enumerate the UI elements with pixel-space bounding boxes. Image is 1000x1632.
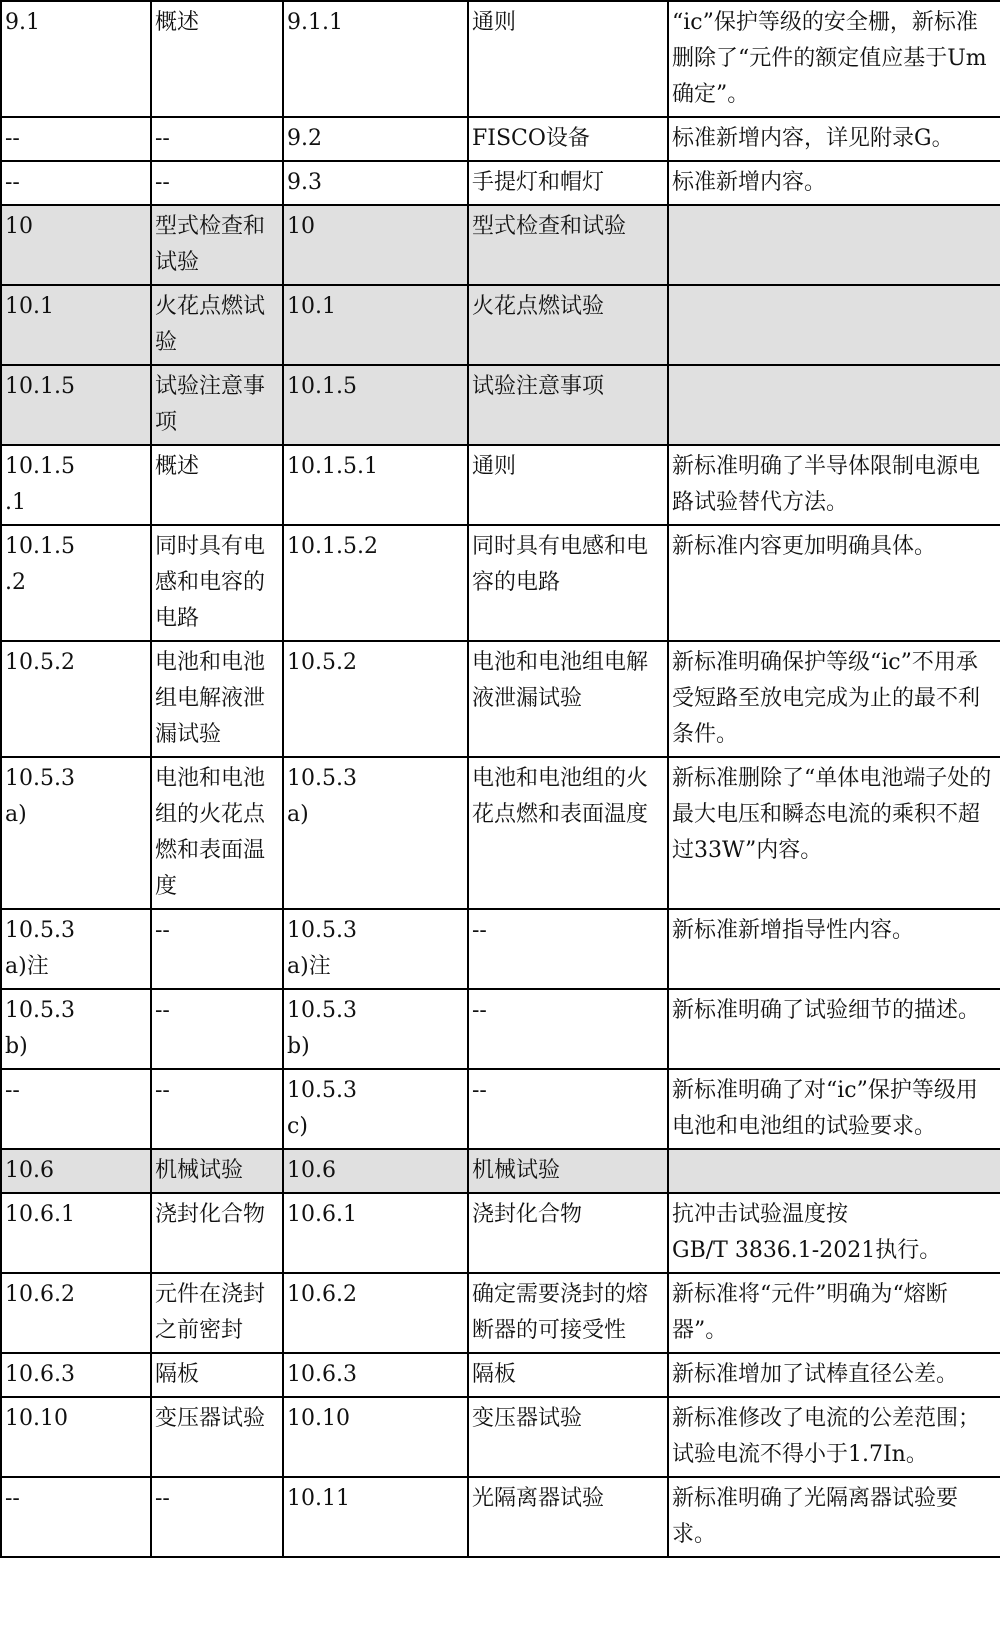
table-row [1, 1149, 1000, 1193]
old-clause-number-cell: 10.1.5 [1, 365, 151, 445]
new-clause-title-cell: 同时具有电感和电容的电路 [468, 525, 668, 641]
new-clause-title-cell: 试验注意事项 [468, 365, 668, 445]
table-row [1, 445, 1000, 525]
old-clause-title-cell: 变压器试验 [151, 1397, 283, 1477]
change-description-cell [668, 1149, 1000, 1193]
new-clause-title-cell: 变压器试验 [468, 1397, 668, 1477]
old-clause-title-cell: -- [151, 161, 283, 205]
old-clause-title-cell: 机械试验 [151, 1149, 283, 1193]
change-description-cell: 新标准增加了试棒直径公差。 [668, 1353, 1000, 1397]
old-clause-number-cell: 10.1 [1, 285, 151, 365]
old-clause-number-cell: 10.5.3 a) [1, 757, 151, 909]
new-clause-number-cell: 10.1.5.1 [283, 445, 468, 525]
old-clause-title-cell: 火花点燃试验 [151, 285, 283, 365]
new-clause-title-cell: 通则 [468, 445, 668, 525]
old-clause-title-cell: 隔板 [151, 1353, 283, 1397]
new-clause-title-cell: 电池和电池组的火花点燃和表面温度 [468, 757, 668, 909]
new-clause-number-cell: 10.6.1 [283, 1193, 468, 1273]
new-clause-number-cell: 10.5.3 a)注 [283, 909, 468, 989]
old-clause-title-cell: 概述 [151, 1, 283, 117]
new-clause-title-cell: 火花点燃试验 [468, 285, 668, 365]
old-clause-title-cell: 浇封化合物 [151, 1193, 283, 1273]
new-clause-number-cell: 10.11 [283, 1477, 468, 1557]
new-clause-title-cell: FISCO设备 [468, 117, 668, 161]
table-row [1, 1, 1000, 117]
old-clause-number-cell: 10.6.1 [1, 1193, 151, 1273]
table-row [1, 909, 1000, 989]
new-clause-number-cell: 10.5.3 a) [283, 757, 468, 909]
change-description-cell [668, 285, 1000, 365]
old-clause-title-cell: -- [151, 1069, 283, 1149]
new-clause-title-cell: 通则 [468, 1, 668, 117]
old-clause-number-cell: 10.6 [1, 1149, 151, 1193]
old-clause-title-cell: 同时具有电感和电容的电路 [151, 525, 283, 641]
old-clause-number-cell: 10.5.3 b) [1, 989, 151, 1069]
new-clause-title-cell: -- [468, 989, 668, 1069]
old-clause-number-cell: 10 [1, 205, 151, 285]
table-row [1, 117, 1000, 161]
table-row [1, 1477, 1000, 1557]
new-clause-number-cell: 9.3 [283, 161, 468, 205]
table-row [1, 205, 1000, 285]
new-clause-number-cell: 10.1.5 [283, 365, 468, 445]
table-body [1, 1, 1000, 1557]
new-clause-number-cell: 10.5.3 c) [283, 1069, 468, 1149]
new-clause-title-cell: 机械试验 [468, 1149, 668, 1193]
new-clause-number-cell: 10 [283, 205, 468, 285]
table-row [1, 641, 1000, 757]
new-clause-title-cell: -- [468, 1069, 668, 1149]
new-clause-number-cell: 10.10 [283, 1397, 468, 1477]
new-clause-title-cell: 隔板 [468, 1353, 668, 1397]
old-clause-number-cell: -- [1, 1477, 151, 1557]
new-clause-title-cell: -- [468, 909, 668, 989]
old-clause-number-cell: 10.1.5 .2 [1, 525, 151, 641]
change-description-cell: 标准新增内容。 [668, 161, 1000, 205]
old-clause-number-cell: 10.6.2 [1, 1273, 151, 1353]
old-clause-title-cell: 电池和电池组的火花点燃和表面温度 [151, 757, 283, 909]
old-clause-title-cell: -- [151, 909, 283, 989]
new-clause-number-cell: 10.5.2 [283, 641, 468, 757]
new-clause-number-cell: 9.1.1 [283, 1, 468, 117]
new-clause-number-cell: 9.2 [283, 117, 468, 161]
old-clause-number-cell: 10.1.5 .1 [1, 445, 151, 525]
old-clause-title-cell: -- [151, 989, 283, 1069]
new-clause-title-cell: 型式检查和试验 [468, 205, 668, 285]
new-clause-title-cell: 手提灯和帽灯 [468, 161, 668, 205]
old-clause-title-cell: 型式检查和试验 [151, 205, 283, 285]
table-row [1, 1193, 1000, 1273]
table-row [1, 161, 1000, 205]
change-description-cell: 新标准明确了对“ic”保护等级用电池和电池组的试验要求。 [668, 1069, 1000, 1149]
table-row [1, 757, 1000, 909]
old-clause-title-cell: 试验注意事项 [151, 365, 283, 445]
change-description-cell: 新标准明确了半导体限制电源电路试验替代方法。 [668, 445, 1000, 525]
change-description-cell: 新标准内容更加明确具体。 [668, 525, 1000, 641]
new-clause-number-cell: 10.5.3 b) [283, 989, 468, 1069]
change-description-cell: 新标准新增指导性内容。 [668, 909, 1000, 989]
table-row [1, 365, 1000, 445]
old-clause-number-cell: 10.5.2 [1, 641, 151, 757]
change-description-cell: “ic”保护等级的安全栅，新标准删除了“元件的额定值应基于Um确定”。 [668, 1, 1000, 117]
old-clause-number-cell: 10.5.3 a)注 [1, 909, 151, 989]
change-description-cell: 新标准删除了“单体电池端子处的最大电压和瞬态电流的乘积不超过33W”内容。 [668, 757, 1000, 909]
change-description-cell: 标准新增内容，详见附录G。 [668, 117, 1000, 161]
old-clause-number-cell: -- [1, 1069, 151, 1149]
new-clause-number-cell: 10.6.3 [283, 1353, 468, 1397]
change-description-cell: 新标准明确了光隔离器试验要求。 [668, 1477, 1000, 1557]
table-row [1, 1273, 1000, 1353]
new-clause-number-cell: 10.6.2 [283, 1273, 468, 1353]
old-clause-title-cell: 电池和电池组电解液泄漏试验 [151, 641, 283, 757]
new-clause-number-cell: 10.1.5.2 [283, 525, 468, 641]
change-description-cell: 新标准明确了试验细节的描述。 [668, 989, 1000, 1069]
new-clause-title-cell: 电池和电池组电解液泄漏试验 [468, 641, 668, 757]
table-row [1, 525, 1000, 641]
old-clause-title-cell: -- [151, 117, 283, 161]
table-row [1, 285, 1000, 365]
change-description-cell: 新标准明确保护等级“ic”不用承受短路至放电完成为止的最不利条件。 [668, 641, 1000, 757]
table-row [1, 1397, 1000, 1477]
change-description-cell: 抗冲击试验温度按 GB/T 3836.1-2021执行。 [668, 1193, 1000, 1273]
old-clause-title-cell: -- [151, 1477, 283, 1557]
new-clause-title-cell: 光隔离器试验 [468, 1477, 668, 1557]
table-row [1, 1069, 1000, 1149]
new-clause-title-cell: 浇封化合物 [468, 1193, 668, 1273]
change-description-cell [668, 365, 1000, 445]
table-row [1, 989, 1000, 1069]
old-clause-number-cell: 9.1 [1, 1, 151, 117]
new-clause-number-cell: 10.6 [283, 1149, 468, 1193]
old-clause-number-cell: -- [1, 161, 151, 205]
new-clause-number-cell: 10.1 [283, 285, 468, 365]
new-clause-title-cell: 确定需要浇封的熔断器的可接受性 [468, 1273, 668, 1353]
change-description-cell: 新标准将“元件”明确为“熔断器”。 [668, 1273, 1000, 1353]
change-description-cell [668, 205, 1000, 285]
change-description-cell: 新标准修改了电流的公差范围；试验电流不得小于1.7In。 [668, 1397, 1000, 1477]
table-row [1, 1353, 1000, 1397]
old-clause-number-cell: -- [1, 117, 151, 161]
old-clause-number-cell: 10.6.3 [1, 1353, 151, 1397]
old-clause-number-cell: 10.10 [1, 1397, 151, 1477]
old-clause-title-cell: 元件在浇封之前密封 [151, 1273, 283, 1353]
old-clause-title-cell: 概述 [151, 445, 283, 525]
